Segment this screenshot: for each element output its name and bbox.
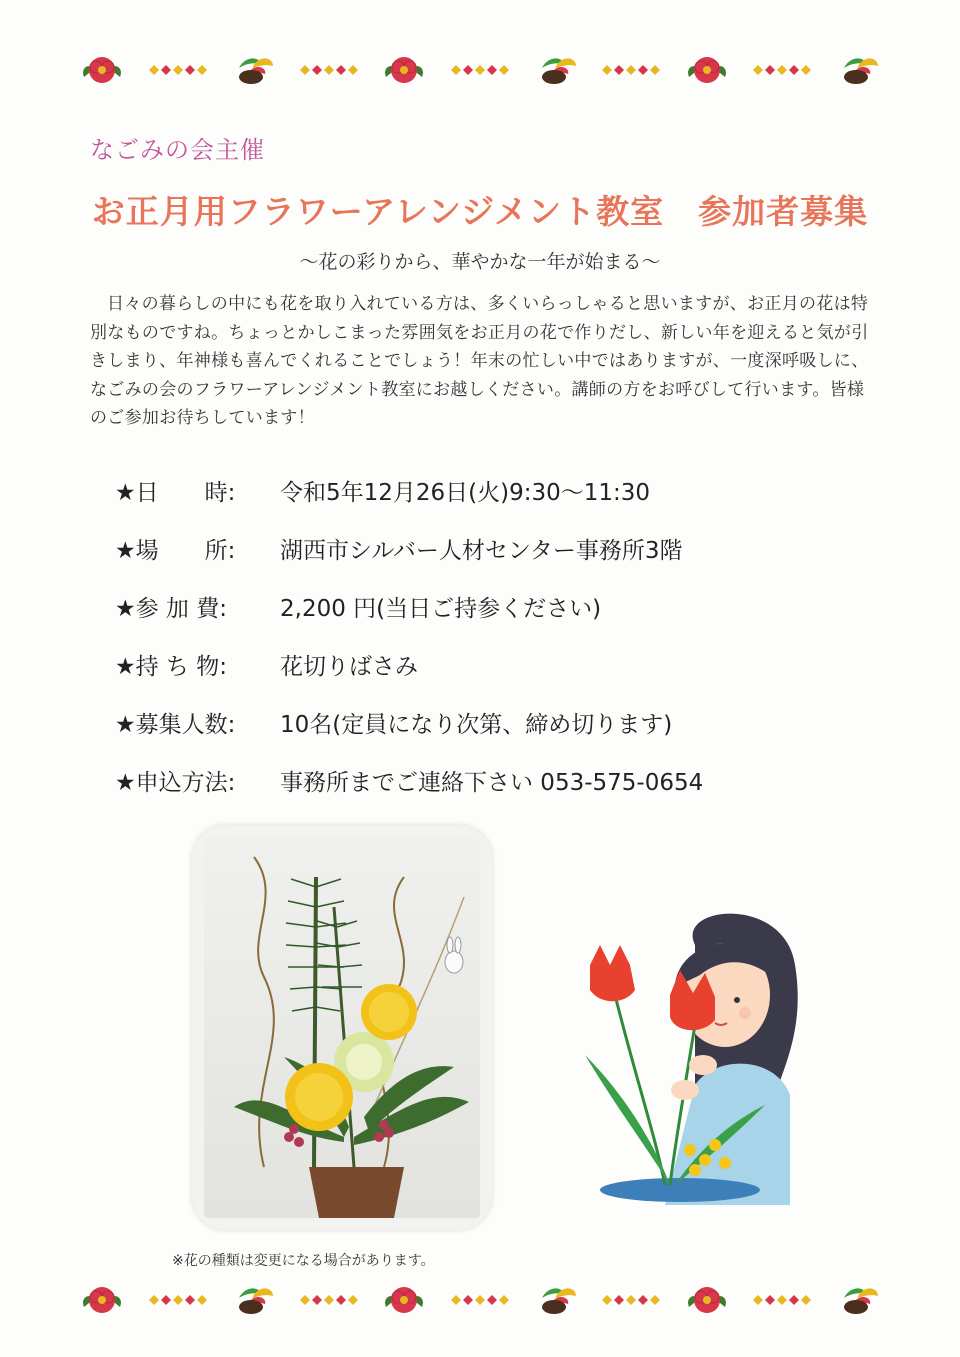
camellia-icon — [80, 1283, 124, 1317]
detail-label: ★申込方法: — [115, 770, 236, 796]
page-title: お正月用フラワーアレンジメント教室 参加者募集 — [91, 192, 869, 231]
diamond-row-icon — [450, 1294, 510, 1306]
detail-items — [115, 648, 875, 706]
top-border — [80, 50, 880, 90]
kagami-icon — [534, 1284, 578, 1316]
kagami-icon — [534, 54, 578, 86]
event-details — [115, 474, 875, 822]
camellia-icon — [685, 1283, 729, 1317]
detail-location — [115, 532, 875, 590]
organizer-label: なごみの会主催 — [90, 136, 265, 164]
detail-value: 2,200 円(当日ご持参ください) — [280, 596, 602, 622]
detail-label: ★持 ち 物: — [115, 654, 227, 680]
detail-value: 10名(定員になり次第、締め切ります) — [280, 712, 673, 738]
diamond-row-icon — [450, 64, 510, 76]
detail-value: 湖西市シルバー人材センター事務所3階 — [280, 538, 683, 564]
diamond-row-icon — [752, 1294, 812, 1306]
camellia-icon — [382, 53, 426, 87]
detail-value: 令和5年12月26日(火)9:30～11:30 — [280, 480, 651, 506]
page-subtitle: ～花の彩りから、華やかな一年が始まる～ — [299, 251, 661, 273]
intro-paragraph: 日々の暮らしの中にも花を取り入れている方は、多くいらっしゃると思いますが、お正月の花は特別なものですね。ちょっとかしこまった雰囲気をお正月の花で作りだし、新しい年を迎えると気が引きしまり、年神様も喜んでくれることでしょう！年末の忙しい中ではありますが、一度深呼吸しに、なごみの会のフラワーアレンジメント教室にお越しください。講師の方をお呼びして行います。皆様のご参加お待ちしています！ — [90, 294, 869, 428]
detail-label: ★日 時: — [115, 480, 236, 506]
bottom-border — [80, 1280, 880, 1320]
detail-application — [115, 764, 875, 822]
camellia-icon — [80, 53, 124, 87]
diamond-row-icon — [601, 64, 661, 76]
detail-capacity — [115, 706, 875, 764]
kagami-icon — [231, 54, 275, 86]
detail-value: 事務所までご連絡下さい 053-575-0654 — [280, 770, 704, 796]
diamond-row-icon — [299, 64, 359, 76]
detail-label: ★参 加 費: — [115, 596, 227, 622]
detail-label: ★募集人数: — [115, 712, 236, 738]
diamond-row-icon — [148, 1294, 208, 1306]
photo-frame — [192, 825, 492, 1230]
kagami-icon — [836, 54, 880, 86]
kagami-icon — [836, 1284, 880, 1316]
camellia-icon — [685, 53, 729, 87]
detail-datetime — [115, 474, 875, 532]
flower-arrangement-photo — [204, 837, 480, 1218]
camellia-icon — [382, 1283, 426, 1317]
diamond-row-icon — [752, 64, 812, 76]
diamond-row-icon — [601, 1294, 661, 1306]
woman-arranging-flowers-illustration — [575, 905, 805, 1205]
photo-note: ※花の種類は変更になる場合があります。 — [172, 1253, 435, 1269]
detail-label: ★場 所: — [115, 538, 236, 564]
diamond-row-icon — [148, 64, 208, 76]
kagami-icon — [231, 1284, 275, 1316]
diamond-row-icon — [299, 1294, 359, 1306]
detail-fee — [115, 590, 875, 648]
detail-value: 花切りばさみ — [280, 654, 418, 680]
